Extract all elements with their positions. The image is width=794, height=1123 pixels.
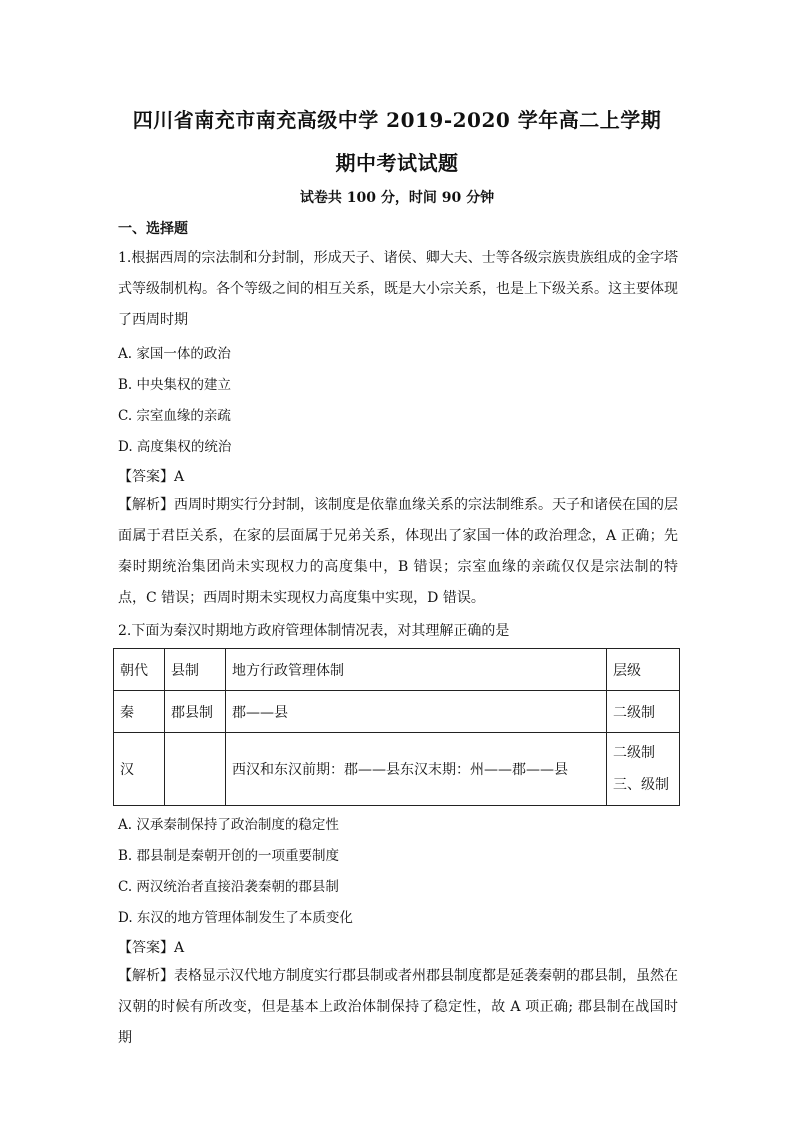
table-header-cell: 地方行政管理体制: [226, 649, 607, 691]
table-cell: 郡县制: [165, 691, 226, 733]
q1-answer: 【答案】A: [118, 469, 185, 485]
q2-stem: 2.下面为秦汉时期地方政府管理体制情况表，对其理解正确的是: [118, 623, 510, 639]
table-row: [114, 691, 680, 733]
q2-option-a: A. 汉承秦制保持了政治制度的稳定性: [118, 817, 339, 833]
table-header-cell: 县制: [165, 649, 226, 691]
table-cell: 西汉和东汉前期：郡——县东汉末期：州——郡——县: [226, 733, 607, 806]
q2-option-b: B. 郡县制是秦朝开创的一项重要制度: [118, 848, 340, 864]
exam-subtitle: 试卷共 100 分，时间 90 分钟: [299, 190, 495, 206]
table-cell-line: 二级制: [613, 745, 655, 761]
q2-option-d: D. 东汉的地方管理体制发生了本质变化: [118, 910, 353, 926]
table-cell-line: 三、级制: [613, 777, 669, 793]
table-cell: 秦: [114, 691, 165, 733]
table-row: [114, 733, 680, 806]
title-line-2: 期中考试试题: [335, 151, 459, 175]
q1-analysis: 【解析】西周时期实行分封制，该制度是依靠血缘关系的宗法制维系。天子和诸侯在国的层面属于君臣关系，在家的层面属于兄弟关系，体现出了家国一体的政治理念，A 正确；先秦时期统治集团尚未实现权力的高度集中，B 错误；宗室血缘的亲疏仅仅是宗法制的特点，C 错误；西周时期未实现权力高度集中实现，D 错误。: [118, 497, 678, 606]
q1-option-a: A. 家国一体的政治: [118, 346, 231, 362]
q2-table: [113, 648, 680, 806]
q1-option-c: C. 宗室血缘的亲疏: [118, 408, 231, 424]
q2-analysis: 【解析】表格显示汉代地方制度实行郡县制或者州郡县制度都是延袭秦朝的郡县制，虽然在汉朝的时候有所改变，但是基本上政治体制保持了稳定性，故 A 项正确; 郡县制在战国时期: [118, 968, 678, 1046]
q2-answer: 【答案】A: [118, 940, 185, 956]
table-header-cell: 朝代: [114, 649, 165, 691]
table-cell: 郡——县: [226, 691, 607, 733]
q1-option-d: D. 高度集权的统治: [118, 439, 232, 455]
q1-option-b: B. 中央集权的建立: [118, 377, 232, 393]
q2-option-c: C. 两汉统治者直接沿袭秦朝的郡县制: [118, 879, 339, 895]
title-line-1: 四川省南充市南充高级中学 2019-2020 学年高二上学期: [132, 108, 662, 132]
section-heading: 一、选择题: [118, 221, 188, 237]
table-cell: [607, 733, 680, 806]
table-cell: 二级制: [607, 691, 680, 733]
table-cell: [165, 733, 226, 806]
q1-stem: 1.根据西周的宗法制和分封制，形成天子、诸侯、卿大夫、士等各级宗族贵族组成的金字塔式等级制机构。各个等级之间的相互关系，既是大小宗关系，也是上下级关系。这主要体现了西周时期: [118, 250, 678, 328]
table-header-cell: 层级: [607, 649, 680, 691]
table-header-row: [114, 649, 680, 691]
table-cell: 汉: [114, 733, 165, 806]
